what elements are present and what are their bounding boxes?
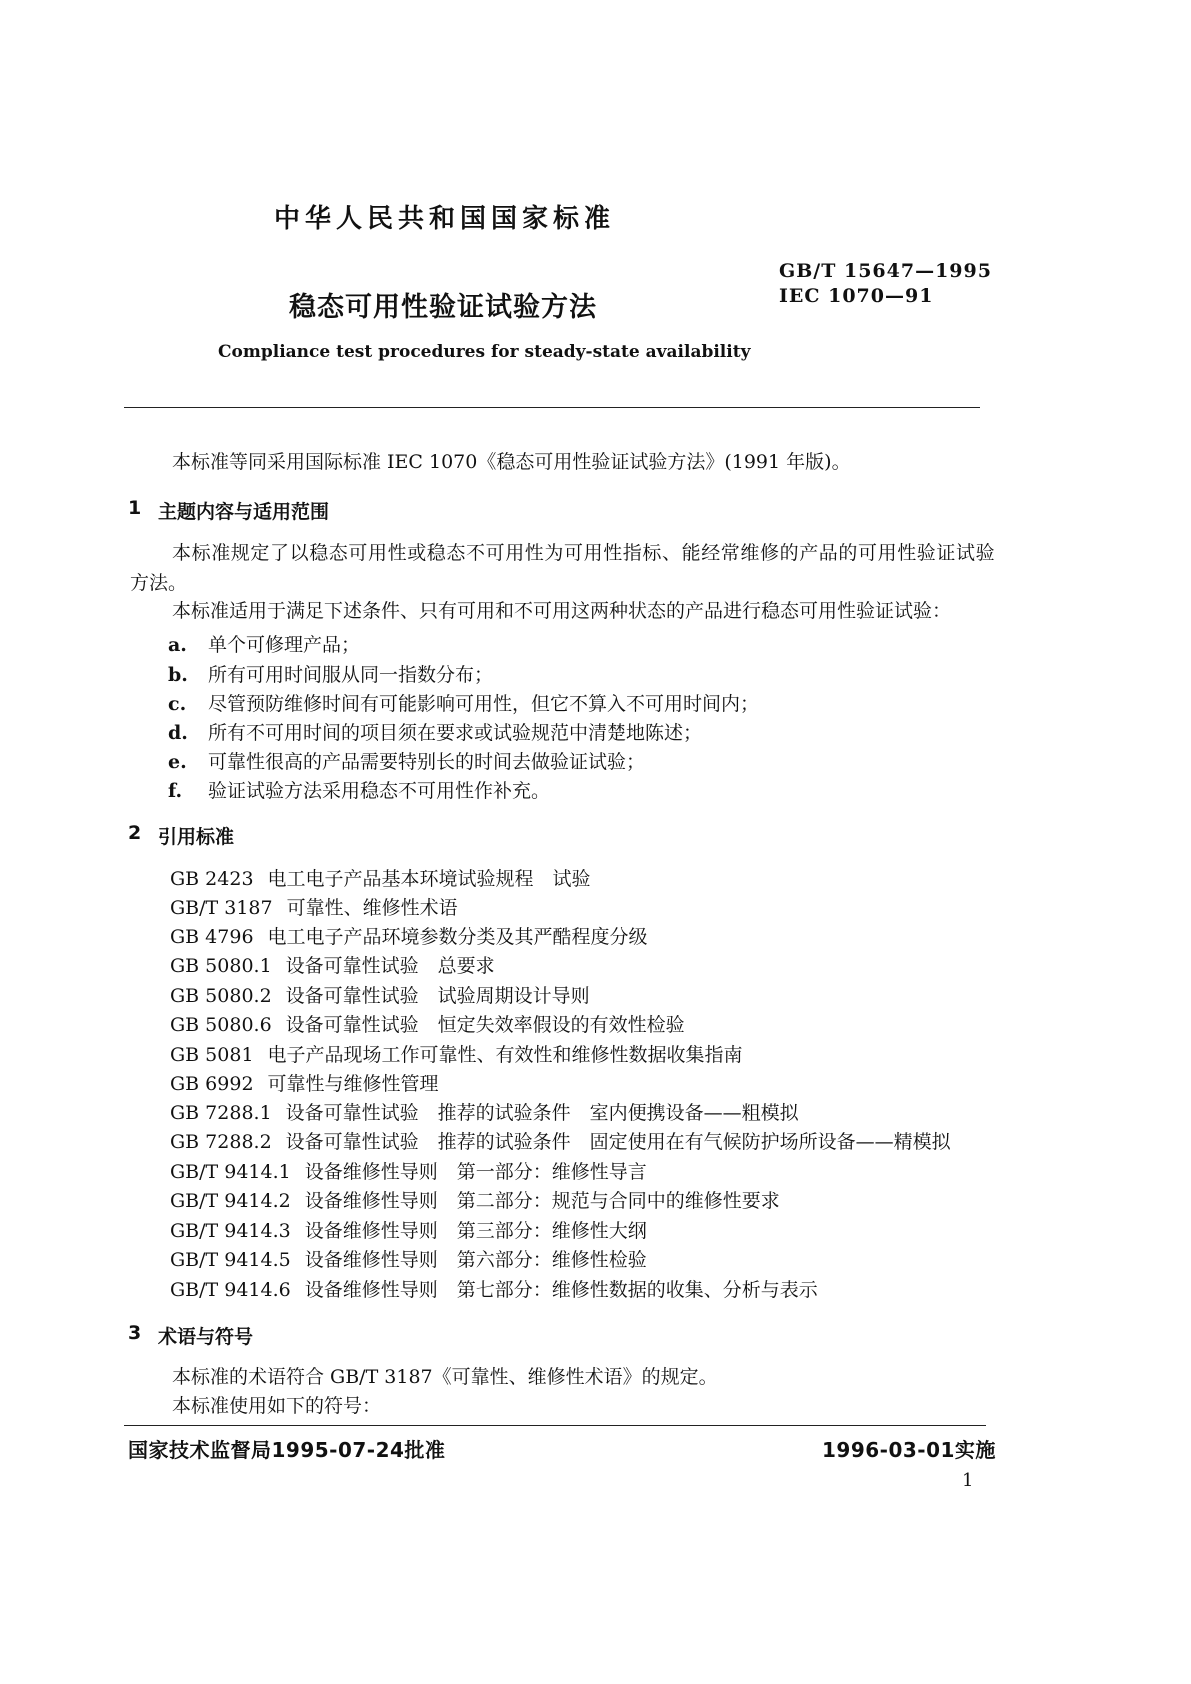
section-2-number: 2	[128, 822, 142, 844]
section-1-title: 主题内容与适用范围	[158, 501, 330, 523]
reference-code: GB 4796	[170, 926, 254, 948]
reference-code: GB 7288.2	[170, 1131, 272, 1153]
section-1-para-2: 本标准适用于满足下述条件、只有可用和不可用这两种状态的产品进行稳态可用性验证试验：	[172, 600, 952, 622]
list-item	[168, 660, 493, 687]
reference-code: GB/T 9414.6	[170, 1279, 291, 1301]
section-2-title: 引用标准	[158, 826, 235, 848]
approval-line: 国家技术监督局1995-07-24批准	[128, 1438, 446, 1462]
reference-code: GB 5080.2	[170, 985, 272, 1007]
reference-code: GB/T 9414.1	[170, 1161, 291, 1183]
reference-title: 设备维修性导则 第一部分：维修性导言	[304, 1161, 647, 1183]
reference-title: 电子产品现场工作可靠性、有效性和维修性数据收集指南	[267, 1044, 743, 1066]
list-text: 单个可修理产品；	[208, 634, 361, 656]
section-3-number: 3	[128, 1322, 142, 1344]
reference-item	[170, 864, 591, 891]
list-marker: e.	[168, 751, 187, 773]
list-text: 验证试验方法采用稳态不可用性作补充。	[208, 780, 551, 802]
reference-item	[170, 1216, 647, 1243]
list-item	[168, 689, 759, 716]
reference-item	[170, 1098, 799, 1125]
reference-title: 设备可靠性试验 总要求	[285, 955, 495, 977]
document-title: 稳态可用性验证试验方法	[289, 292, 597, 323]
section-1-para-1-line-2: 方法。	[130, 572, 188, 594]
reference-title: 设备可靠性试验 试验周期设计导则	[285, 985, 590, 1007]
page-number: 1	[962, 1470, 974, 1491]
reference-item	[170, 1157, 647, 1184]
list-item	[168, 718, 702, 745]
reference-item	[170, 981, 590, 1008]
document-title-english: Compliance test procedures for steady-state availability	[218, 342, 751, 362]
reference-code: GB 5081	[170, 1044, 254, 1066]
list-item	[168, 776, 550, 803]
list-text: 尽管预防维修时间有可能影响可用性，但它不算入不可用时间内；	[208, 693, 760, 715]
reference-title: 设备可靠性试验 推荐的试验条件 固定使用在有气候防护场所设备——精模拟	[285, 1131, 951, 1153]
reference-item	[170, 1069, 439, 1096]
reference-code: GB 7288.1	[170, 1102, 272, 1124]
list-marker: a.	[168, 634, 187, 656]
list-item	[168, 630, 360, 657]
list-marker: b.	[168, 664, 188, 686]
reference-code: GB/T 9414.3	[170, 1220, 291, 1242]
section-1-para-1-line-1: 本标准规定了以稳态可用性或稳态不可用性为可用性指标、能经常维修的产品的可用性验证试验	[172, 542, 996, 564]
reference-item	[170, 1186, 780, 1213]
reference-title: 设备维修性导则 第二部分：规范与合同中的维修性要求	[304, 1190, 780, 1212]
section-3-title: 术语与符号	[158, 1326, 254, 1348]
list-item	[168, 747, 645, 774]
iec-number: IEC 1070—91	[779, 285, 934, 307]
reference-item	[170, 893, 458, 920]
reference-title: 设备可靠性试验 推荐的试验条件 室内便携设备——粗模拟	[285, 1102, 799, 1124]
reference-item	[170, 1127, 951, 1154]
reference-code: GB 5080.1	[170, 955, 272, 977]
reference-title: 设备维修性导则 第六部分：维修性检验	[304, 1249, 647, 1271]
reference-code: GB 6992	[170, 1073, 254, 1095]
reference-code: GB 5080.6	[170, 1014, 272, 1036]
main-title: 中华人民共和国国家标准	[274, 204, 616, 234]
reference-title: 设备可靠性试验 恒定失效率假设的有效性检验	[285, 1014, 685, 1036]
reference-item	[170, 922, 648, 949]
section-1-number: 1	[128, 497, 142, 519]
footer-divider	[124, 1425, 986, 1426]
header-divider	[124, 407, 980, 408]
reference-item	[170, 1275, 818, 1302]
reference-title: 可靠性与维修性管理	[267, 1073, 439, 1095]
reference-title: 设备维修性导则 第七部分：维修性数据的收集、分析与表示	[304, 1279, 818, 1301]
effective-date: 1996-03-01实施	[822, 1438, 996, 1462]
reference-title: 电工电子产品环境参数分类及其严酷程度分级	[267, 926, 648, 948]
list-text: 可靠性很高的产品需要特别长的时间去做验证试验；	[208, 751, 646, 773]
reference-code: GB/T 3187	[170, 897, 273, 919]
reference-title: 电工电子产品基本环境试验规程 试验	[267, 868, 591, 890]
reference-code: GB 2423	[170, 868, 254, 890]
reference-item	[170, 1010, 685, 1037]
reference-code: GB/T 9414.2	[170, 1190, 291, 1212]
reference-item	[170, 1245, 647, 1272]
section-3-para-1: 本标准的术语符合 GB/T 3187《可靠性、维修性术语》的规定。	[172, 1366, 718, 1388]
reference-title: 可靠性、维修性术语	[286, 897, 458, 919]
standard-number: GB/T 15647—1995	[779, 260, 992, 282]
list-marker: d.	[168, 722, 188, 744]
section-3-para-2: 本标准使用如下的符号：	[172, 1395, 382, 1417]
list-marker: f.	[168, 780, 183, 802]
list-text: 所有不可用时间的项目须在要求或试验规范中清楚地陈述；	[208, 722, 703, 744]
reference-title: 设备维修性导则 第三部分：维修性大纲	[304, 1220, 647, 1242]
intro-paragraph: 本标准等同采用国际标准 IEC 1070《稳态可用性验证试验方法》(1991 年版)。	[172, 451, 851, 473]
reference-item	[170, 951, 495, 978]
list-text: 所有可用时间服从同一指数分布；	[208, 664, 494, 686]
list-marker: c.	[168, 693, 187, 715]
reference-item	[170, 1040, 743, 1067]
reference-code: GB/T 9414.5	[170, 1249, 291, 1271]
